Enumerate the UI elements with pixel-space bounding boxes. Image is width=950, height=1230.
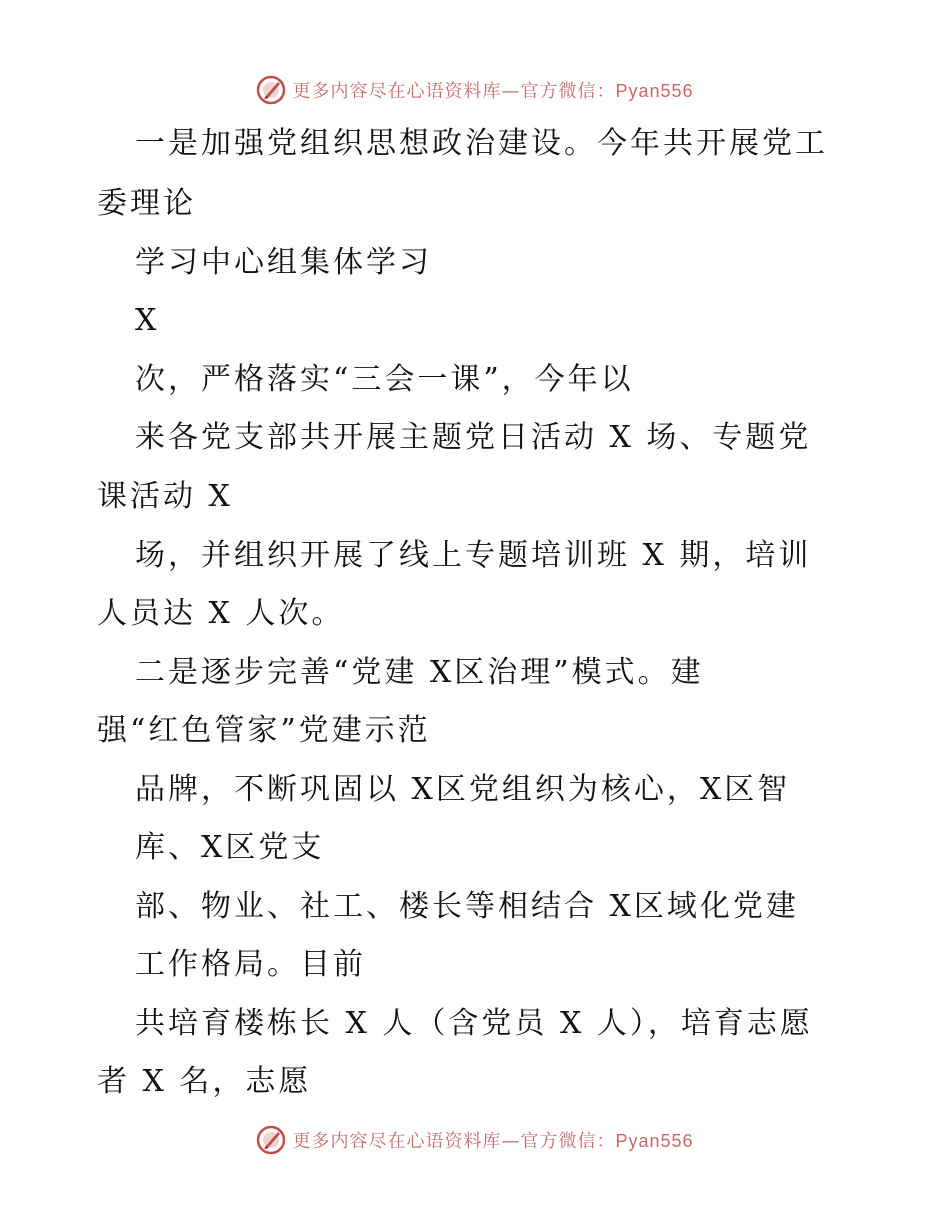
- text-line-11: 强“红色管家”党建示范: [97, 713, 431, 748]
- text-line-10: 二是逐步完善“党建 X区治理”模式。建: [135, 655, 704, 690]
- watermark-text: 更多内容尽在心语资料库—官方微信：Pyan556: [292, 1131, 694, 1152]
- footer-watermark: [0, 1120, 950, 1160]
- text-line-2: 委理论: [97, 186, 196, 221]
- text-line-1: 一是加强党组织思想政治建设。今年共开展党工: [135, 126, 828, 161]
- text-line-5: 次，严格落实“三会一课”，今年以: [135, 362, 634, 397]
- text-line-16: 共培育楼栋长 X 人（含党员 X 人），培育志愿: [135, 1006, 813, 1041]
- quill-logo-icon: [256, 1125, 286, 1155]
- text-line-14: 部、物业、社工、楼长等相结合 X区域化党建: [135, 889, 799, 924]
- quill-logo-icon: [256, 75, 286, 105]
- text-line-12: 品牌，不断巩固以 X区党组织为核心，X区智: [135, 772, 791, 807]
- text-line-8: 场，并组织开展了线上专题培训班 X 期，培训: [135, 538, 812, 573]
- text-line-7: 课活动 X: [97, 479, 233, 514]
- text-line-3: 学习中心组集体学习: [135, 245, 432, 280]
- watermark-handle: Pyan556: [615, 81, 694, 101]
- watermark-text: 更多内容尽在心语资料库—官方微信：Pyan556: [292, 81, 694, 102]
- text-line-13: 库、X区党支: [135, 830, 325, 865]
- header-watermark: [0, 70, 950, 110]
- text-line-15: 工作格局。目前: [135, 947, 366, 982]
- text-line-9: 人员达 X 人次。: [97, 596, 345, 631]
- text-line-6: 来各党支部共开展主题党日活动 X 场、专题党: [135, 420, 812, 455]
- text-line-17: 者 X 名，志愿: [97, 1064, 312, 1099]
- watermark-handle: Pyan556: [615, 1131, 694, 1151]
- text-line-4: X: [135, 303, 160, 338]
